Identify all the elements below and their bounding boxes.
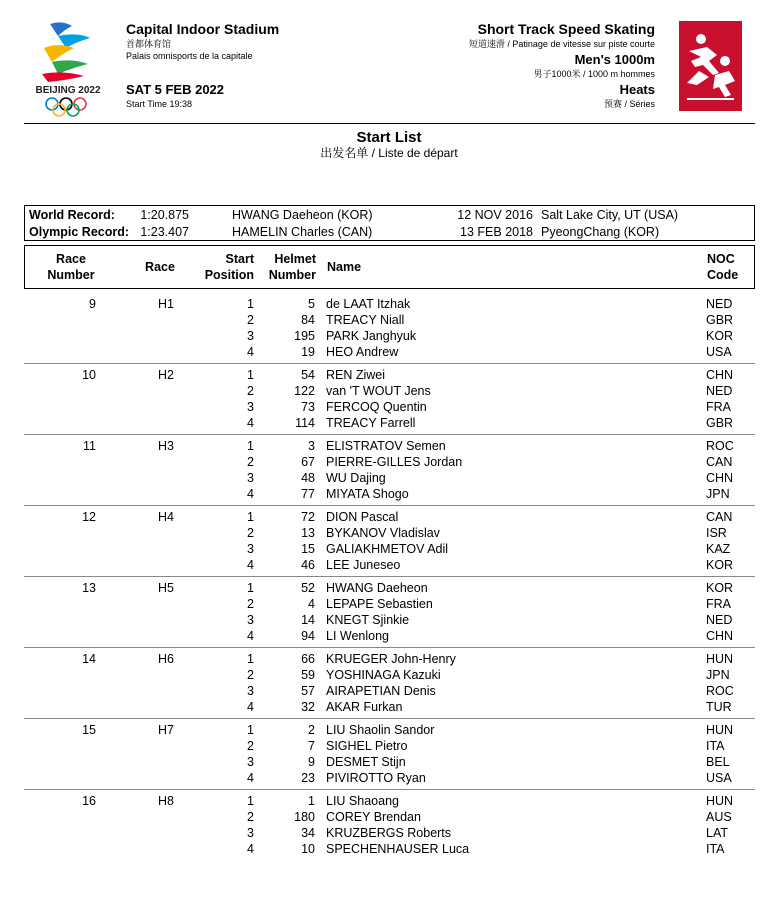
start-position: 3 bbox=[247, 400, 254, 414]
noc-code: CAN bbox=[706, 455, 733, 469]
noc-code: CHN bbox=[706, 471, 734, 485]
table-row bbox=[24, 383, 755, 399]
race-number: 12 bbox=[82, 510, 96, 524]
athlete-name: PARK Janghyuk bbox=[326, 329, 417, 343]
start-position: 1 bbox=[247, 794, 254, 808]
athlete-name: SPECHENHAUSER Luca bbox=[326, 842, 470, 856]
noc-code: ROC bbox=[706, 684, 734, 698]
athlete-name: KNEGT Sjinkie bbox=[326, 613, 410, 627]
col-label: Number bbox=[47, 268, 95, 282]
helmet-number: 195 bbox=[294, 329, 315, 343]
race-number: 14 bbox=[82, 652, 96, 666]
record-place: Salt Lake City, UT (USA) bbox=[541, 208, 679, 222]
table-row bbox=[24, 722, 755, 738]
start-position: 2 bbox=[247, 810, 254, 824]
start-position: 1 bbox=[247, 723, 254, 737]
athlete-name: HWANG Daeheon bbox=[326, 581, 428, 595]
table-row bbox=[24, 580, 755, 596]
table-row bbox=[24, 770, 755, 786]
race-code: H6 bbox=[158, 652, 174, 666]
athlete-name: AIRAPETIAN Denis bbox=[326, 684, 436, 698]
race-group bbox=[24, 580, 755, 644]
helmet-number: 46 bbox=[301, 558, 315, 572]
table-row bbox=[24, 454, 755, 470]
group-divider bbox=[24, 789, 755, 790]
start-position: 4 bbox=[247, 771, 254, 785]
race-group bbox=[24, 722, 755, 786]
start-position: 4 bbox=[247, 487, 254, 501]
noc-code: BEL bbox=[706, 755, 730, 769]
table-row bbox=[24, 415, 755, 431]
table-row bbox=[24, 793, 755, 809]
athlete-name: PIERRE-GILLES Jordan bbox=[326, 455, 463, 469]
table-row bbox=[24, 509, 755, 525]
start-position: 1 bbox=[247, 652, 254, 666]
page-header bbox=[0, 0, 778, 122]
start-position: 3 bbox=[247, 542, 254, 556]
group-divider bbox=[24, 363, 755, 364]
table-row bbox=[24, 296, 755, 312]
start-position: 1 bbox=[247, 439, 254, 453]
noc-code: HUN bbox=[706, 723, 734, 737]
start-position: 2 bbox=[247, 384, 254, 398]
athlete-name: TREACY Niall bbox=[326, 313, 405, 327]
table-row bbox=[24, 809, 755, 825]
col-noc-code bbox=[707, 251, 738, 283]
helmet-number: 67 bbox=[301, 455, 315, 469]
noc-code: NED bbox=[706, 613, 733, 627]
helmet-number: 15 bbox=[301, 542, 315, 556]
helmet-number: 52 bbox=[301, 581, 315, 595]
event-date: SAT 5 FEB 2022 bbox=[126, 82, 225, 97]
table-row bbox=[24, 612, 755, 628]
race-code: H5 bbox=[158, 581, 174, 595]
noc-code: ITA bbox=[706, 842, 725, 856]
document-title-block bbox=[0, 129, 778, 161]
start-position: 1 bbox=[247, 510, 254, 524]
race-code: H1 bbox=[158, 297, 174, 311]
table-header bbox=[24, 245, 755, 289]
helmet-number: 3 bbox=[308, 439, 315, 453]
start-position: 2 bbox=[247, 455, 254, 469]
col-race: Race bbox=[145, 260, 175, 274]
noc-code: USA bbox=[706, 771, 732, 785]
table-row bbox=[24, 841, 755, 857]
race-number: 13 bbox=[82, 581, 96, 595]
helmet-number: 84 bbox=[301, 313, 315, 327]
race-group bbox=[24, 793, 755, 857]
noc-code: KOR bbox=[706, 581, 734, 595]
record-time: 1:20.875 bbox=[140, 208, 189, 222]
noc-code: GBR bbox=[706, 313, 734, 327]
start-position: 3 bbox=[247, 684, 254, 698]
col-label: Helmet bbox=[274, 252, 316, 266]
col-label: Position bbox=[204, 268, 254, 282]
athlete-name: MIYATA Shogo bbox=[326, 487, 409, 501]
start-position: 4 bbox=[247, 416, 254, 430]
helmet-number: 5 bbox=[308, 297, 315, 311]
athlete-name: LIU Shaolin Sandor bbox=[326, 723, 435, 737]
helmet-number: 23 bbox=[301, 771, 315, 785]
athlete-name: GALIAKHMETOV Adil bbox=[326, 542, 449, 556]
table-row bbox=[24, 344, 755, 360]
athlete-name: COREY Brendan bbox=[326, 810, 421, 824]
noc-code: ITA bbox=[706, 739, 725, 753]
race-code: H2 bbox=[158, 368, 174, 382]
start-position: 2 bbox=[247, 313, 254, 327]
header-divider bbox=[24, 123, 755, 124]
col-label: Race bbox=[56, 252, 86, 266]
event-subtitle: 男子1000米 / 1000 m hommes bbox=[533, 69, 655, 79]
race-number: 9 bbox=[89, 297, 96, 311]
athlete-name: TREACY Farrell bbox=[326, 416, 416, 430]
noc-code: GBR bbox=[706, 416, 734, 430]
athlete-name: SIGHEL Pietro bbox=[326, 739, 408, 753]
record-date: 12 NOV 2016 bbox=[457, 208, 533, 222]
race-group bbox=[24, 651, 755, 715]
sport-title: Short Track Speed Skating bbox=[477, 21, 655, 37]
start-position: 3 bbox=[247, 329, 254, 343]
helmet-number: 54 bbox=[301, 368, 315, 382]
world-record-row bbox=[25, 207, 754, 224]
helmet-number: 73 bbox=[301, 400, 315, 414]
athlete-name: PIVIROTTO Ryan bbox=[326, 771, 426, 785]
short-track-pictogram-icon bbox=[679, 21, 742, 111]
col-helmet-number bbox=[258, 251, 316, 283]
event-title: Men's 1000m bbox=[574, 52, 655, 67]
athlete-name: ELISTRATOV Semen bbox=[326, 439, 446, 453]
helmet-number: 13 bbox=[301, 526, 315, 540]
record-date: 13 FEB 2018 bbox=[460, 225, 533, 239]
helmet-number: 94 bbox=[301, 629, 315, 643]
race-number: 10 bbox=[82, 368, 96, 382]
table-row bbox=[24, 699, 755, 715]
athlete-name: WU Dajing bbox=[326, 471, 386, 485]
group-divider bbox=[24, 505, 755, 506]
helmet-number: 14 bbox=[301, 613, 315, 627]
table-row bbox=[24, 486, 755, 502]
start-position: 4 bbox=[247, 345, 254, 359]
group-divider bbox=[24, 434, 755, 435]
helmet-number: 48 bbox=[301, 471, 315, 485]
noc-code: NED bbox=[706, 384, 733, 398]
table-row bbox=[24, 328, 755, 344]
noc-code: JPN bbox=[706, 487, 730, 501]
athlete-name: REN Ziwei bbox=[326, 368, 386, 382]
start-position: 1 bbox=[247, 581, 254, 595]
noc-code: AUS bbox=[706, 810, 732, 824]
col-race-number bbox=[30, 251, 112, 283]
group-divider bbox=[24, 718, 755, 719]
race-code: H3 bbox=[158, 439, 174, 453]
table-row bbox=[24, 651, 755, 667]
phase-title: Heats bbox=[619, 82, 655, 97]
helmet-number: 59 bbox=[301, 668, 315, 682]
table-row bbox=[24, 470, 755, 486]
race-code: H8 bbox=[158, 794, 174, 808]
table-row bbox=[24, 683, 755, 699]
race-number: 15 bbox=[82, 723, 96, 737]
noc-code: JPN bbox=[706, 668, 730, 682]
athlete-name: AKAR Furkan bbox=[326, 700, 403, 714]
race-group bbox=[24, 296, 755, 360]
noc-code: ISR bbox=[706, 526, 727, 540]
start-position: 2 bbox=[247, 668, 254, 682]
athlete-name: BYKANOV Vladislav bbox=[326, 526, 440, 540]
helmet-number: 9 bbox=[308, 755, 315, 769]
start-position: 3 bbox=[247, 826, 254, 840]
start-position: 2 bbox=[247, 526, 254, 540]
records-box bbox=[24, 205, 755, 241]
noc-code: ROC bbox=[706, 439, 734, 453]
race-code: H7 bbox=[158, 723, 174, 737]
helmet-number: 77 bbox=[301, 487, 315, 501]
table-body bbox=[24, 296, 755, 857]
document-subtitle: 出发名单 / Liste de départ bbox=[320, 146, 458, 160]
venue-title: Capital Indoor Stadium bbox=[126, 21, 280, 37]
helmet-number: 4 bbox=[308, 597, 315, 611]
table-row bbox=[24, 541, 755, 557]
helmet-number: 10 bbox=[301, 842, 315, 856]
phase-subtitle: 预赛 / Séries bbox=[603, 99, 655, 109]
helmet-number: 122 bbox=[294, 384, 315, 398]
noc-code: FRA bbox=[706, 400, 731, 414]
table-row bbox=[24, 399, 755, 415]
athlete-name: YOSHINAGA Kazuki bbox=[326, 668, 441, 682]
noc-code: FRA bbox=[706, 597, 731, 611]
start-position: 2 bbox=[247, 739, 254, 753]
start-position: 3 bbox=[247, 471, 254, 485]
table-row bbox=[24, 596, 755, 612]
race-code: H4 bbox=[158, 510, 174, 524]
record-holder: HWANG Daeheon (KOR) bbox=[232, 208, 373, 222]
athlete-name: de LAAT Itzhak bbox=[326, 297, 411, 311]
table-row bbox=[24, 438, 755, 454]
helmet-number: 66 bbox=[301, 652, 315, 666]
record-label: Olympic Record: bbox=[29, 225, 130, 239]
start-time: Start Time 19:38 bbox=[126, 99, 193, 109]
noc-code: NED bbox=[706, 297, 733, 311]
beijing-2022-emblem-icon bbox=[28, 18, 108, 118]
group-divider bbox=[24, 647, 755, 648]
table-row bbox=[24, 557, 755, 573]
venue-name-cn: 首都体育馆 bbox=[126, 39, 172, 49]
noc-code: KOR bbox=[706, 329, 734, 343]
athlete-name: DESMET Stijn bbox=[326, 755, 406, 769]
athlete-name: KRUEGER John-Henry bbox=[326, 652, 456, 666]
olympic-record-row bbox=[25, 224, 754, 241]
start-position: 3 bbox=[247, 613, 254, 627]
helmet-number: 72 bbox=[301, 510, 315, 524]
athlete-name: LEPAPE Sebastien bbox=[326, 597, 433, 611]
table-row bbox=[24, 754, 755, 770]
col-name: Name bbox=[327, 260, 362, 274]
noc-code: HUN bbox=[706, 652, 734, 666]
table-row bbox=[24, 312, 755, 328]
start-position: 4 bbox=[247, 700, 254, 714]
noc-code: HUN bbox=[706, 794, 734, 808]
record-holder: HAMELIN Charles (CAN) bbox=[232, 225, 373, 239]
event-block bbox=[469, 21, 655, 110]
start-position: 1 bbox=[247, 297, 254, 311]
document-title: Start List bbox=[356, 129, 422, 146]
race-group bbox=[24, 509, 755, 573]
race-number: 11 bbox=[83, 439, 96, 453]
start-position: 4 bbox=[247, 629, 254, 643]
table-row bbox=[24, 628, 755, 644]
athlete-name: van 'T WOUT Jens bbox=[326, 384, 431, 398]
col-label: NOC bbox=[707, 252, 735, 266]
table-row bbox=[24, 525, 755, 541]
athlete-name: HEO Andrew bbox=[326, 345, 399, 359]
helmet-number: 180 bbox=[294, 810, 315, 824]
table-row bbox=[24, 367, 755, 383]
noc-code: CHN bbox=[706, 629, 734, 643]
race-number: 16 bbox=[82, 794, 96, 808]
venue-block bbox=[126, 21, 279, 62]
helmet-number: 57 bbox=[301, 684, 315, 698]
race-group bbox=[24, 367, 755, 431]
helmet-number: 32 bbox=[301, 700, 315, 714]
table-row bbox=[24, 738, 755, 754]
athlete-name: LIU Shaoang bbox=[326, 794, 399, 808]
noc-code: CAN bbox=[706, 510, 733, 524]
start-position: 1 bbox=[247, 368, 254, 382]
date-block bbox=[126, 82, 224, 110]
record-time: 1:23.407 bbox=[140, 225, 189, 239]
col-start-position bbox=[200, 251, 254, 283]
group-divider bbox=[24, 576, 755, 577]
helmet-number: 7 bbox=[308, 739, 315, 753]
noc-code: LAT bbox=[706, 826, 728, 840]
race-group bbox=[24, 438, 755, 502]
helmet-number: 1 bbox=[308, 794, 315, 808]
noc-code: USA bbox=[706, 345, 732, 359]
col-label: Number bbox=[268, 268, 316, 282]
col-label: Code bbox=[707, 268, 739, 282]
noc-code: KAZ bbox=[706, 542, 731, 556]
logo-wordmark: BEIJING 2022 bbox=[35, 85, 101, 96]
noc-code: KOR bbox=[706, 558, 734, 572]
athlete-name: DION Pascal bbox=[326, 510, 399, 524]
record-label: World Record: bbox=[29, 208, 115, 222]
helmet-number: 114 bbox=[295, 416, 315, 430]
start-position: 2 bbox=[247, 597, 254, 611]
noc-code: CHN bbox=[706, 368, 734, 382]
helmet-number: 34 bbox=[301, 826, 315, 840]
helmet-number: 19 bbox=[301, 345, 315, 359]
sport-subtitle: 短道速滑 / Patinage de vitesse sur piste courte bbox=[468, 39, 655, 49]
record-place: PyeongChang (KOR) bbox=[541, 225, 660, 239]
col-label: Start bbox=[225, 252, 254, 266]
table-row bbox=[24, 825, 755, 841]
noc-code: TUR bbox=[706, 700, 732, 714]
athlete-name: LEE Juneseo bbox=[326, 558, 401, 572]
table-row bbox=[24, 667, 755, 683]
athlete-name: KRUZBERGS Roberts bbox=[326, 826, 452, 840]
athlete-name: FERCOQ Quentin bbox=[326, 400, 427, 414]
venue-name-fr: Palais omnisports de la capitale bbox=[126, 51, 253, 61]
athlete-name: LI Wenlong bbox=[326, 629, 390, 643]
start-position: 4 bbox=[247, 842, 254, 856]
start-position: 4 bbox=[247, 558, 254, 572]
helmet-number: 2 bbox=[308, 723, 315, 737]
start-position: 3 bbox=[247, 755, 254, 769]
